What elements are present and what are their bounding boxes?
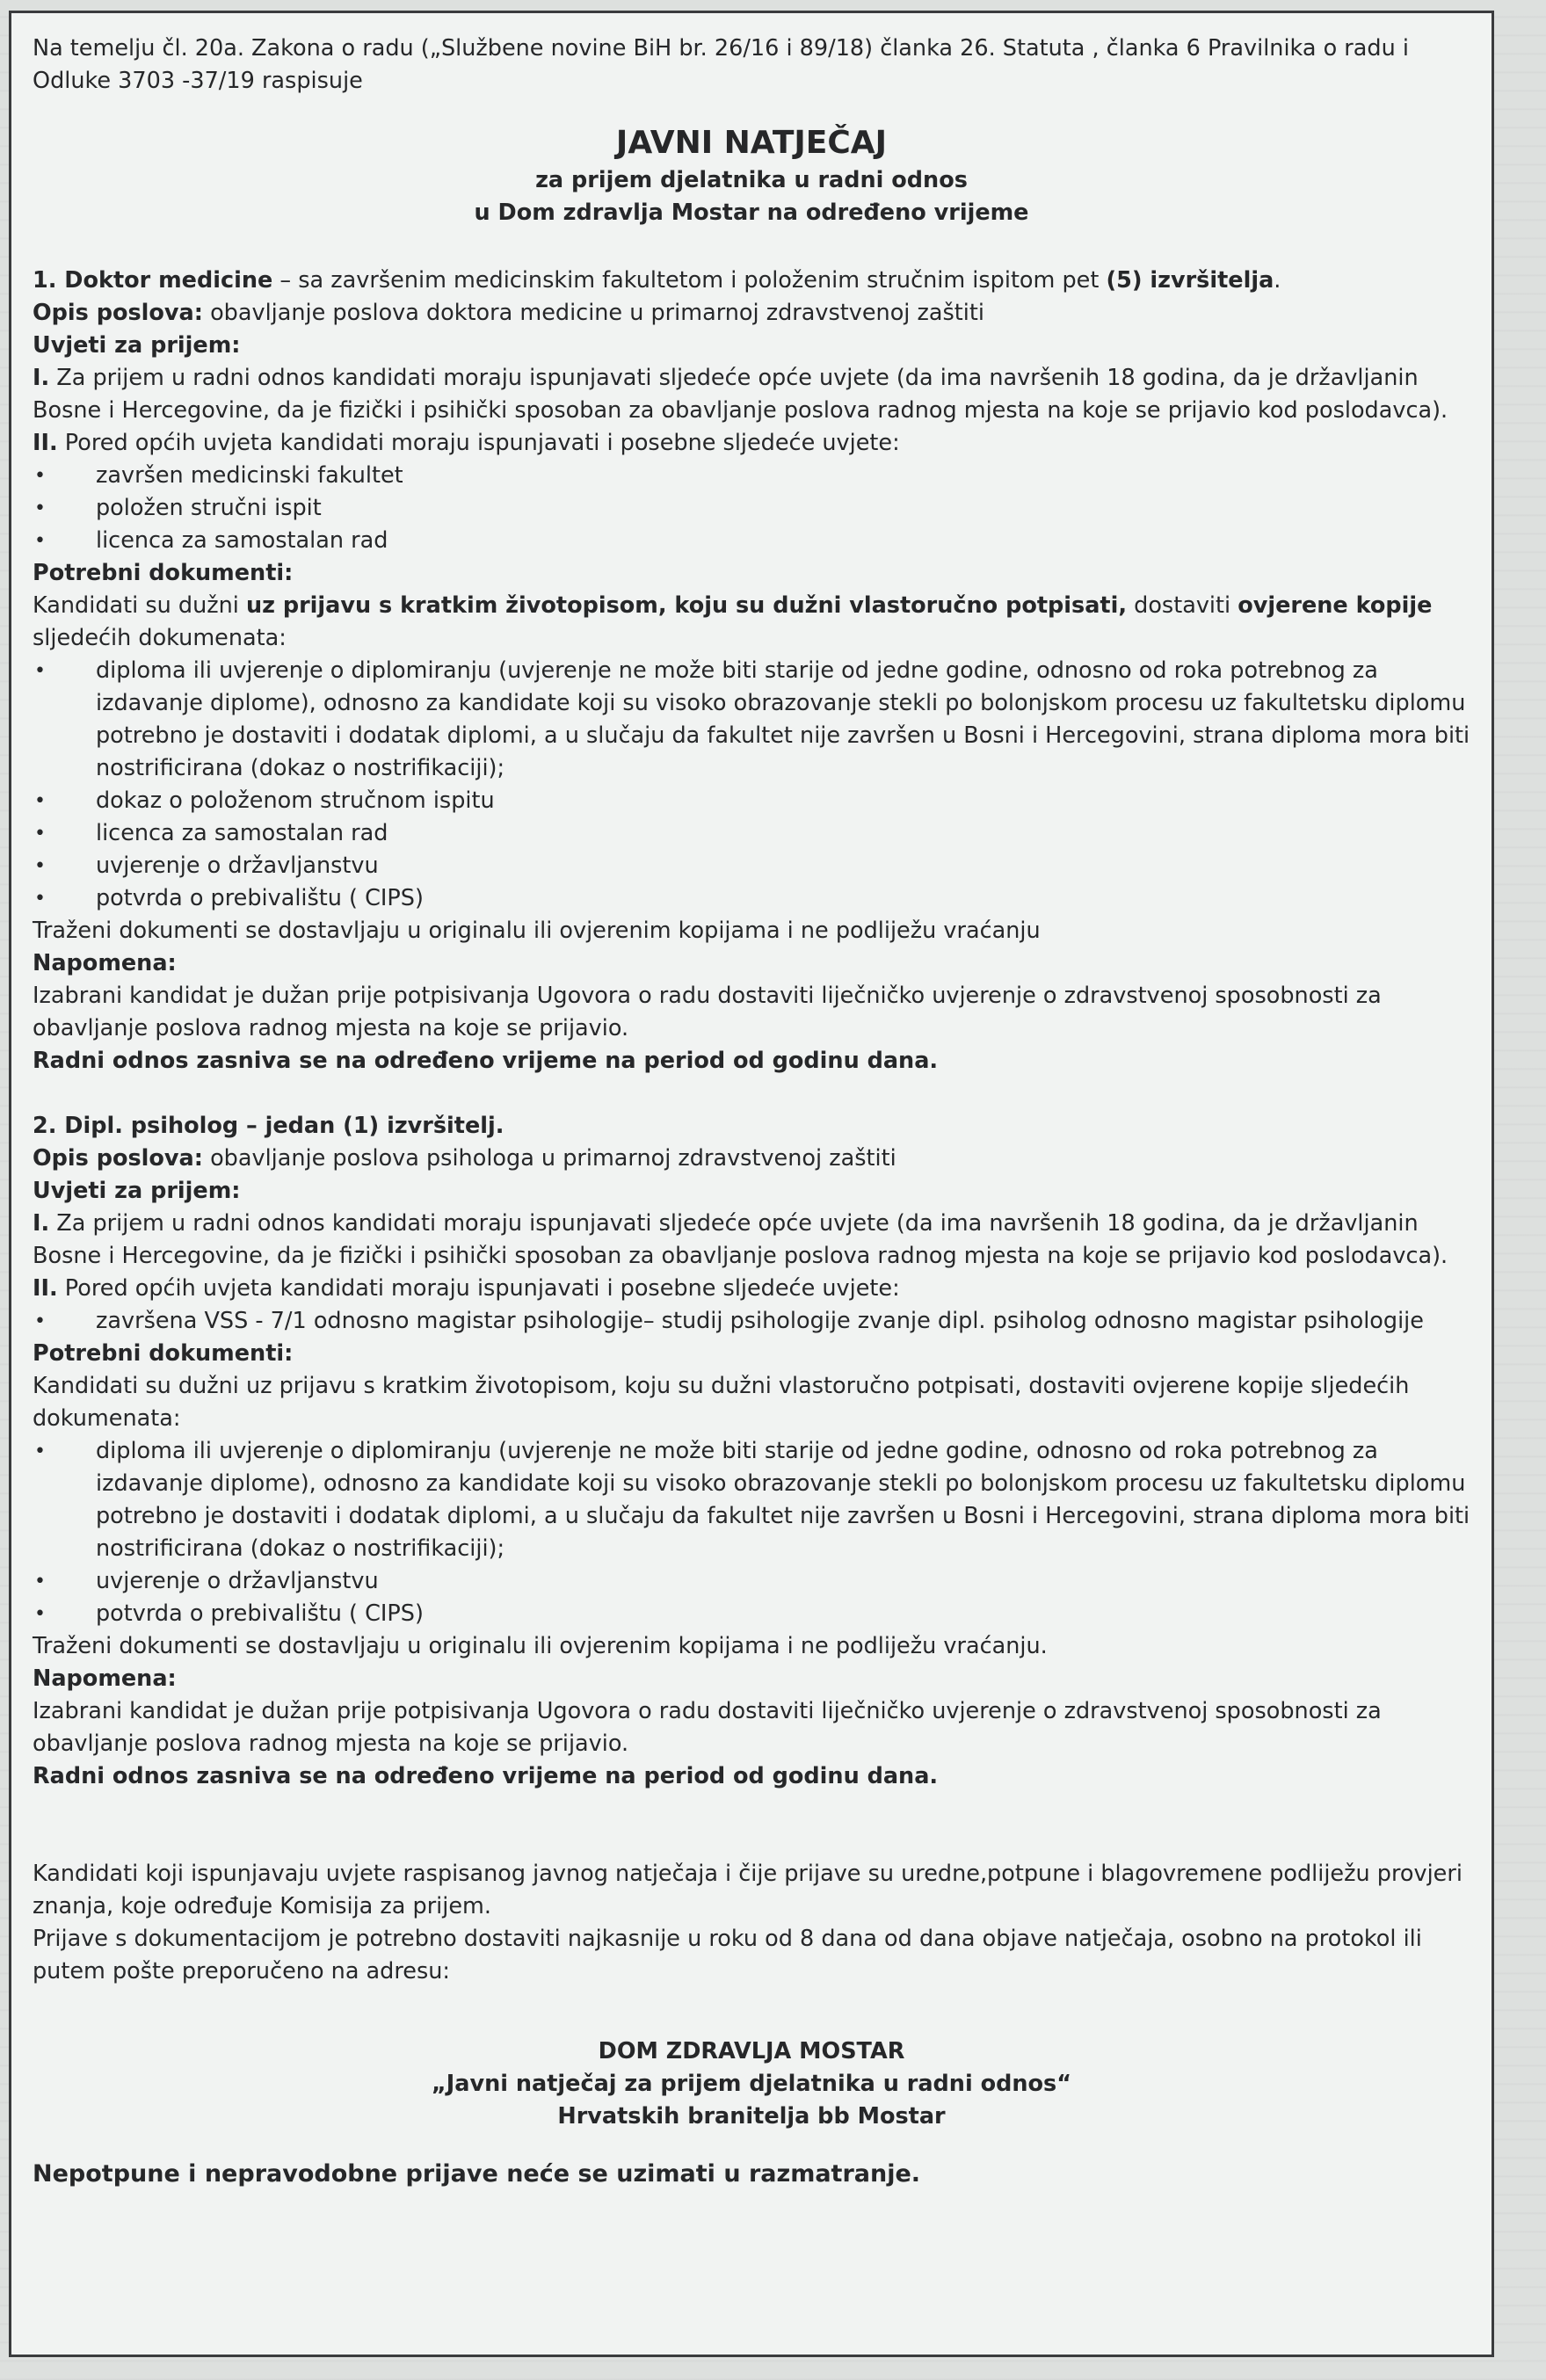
list-item: • završena VSS - 7/1 odnosno magistar psihologije– studij psihologije zvanje dipl. psiholog odnosno magistar psihologije [33,1305,1470,1338]
position-1-note-text: Izabrani kandidat je dužan prije potpisivanja Ugovora o radu dostaviti liječničko uvjerenje o zdravstvenoj sposobnosti za obavljanje poslova radnog mjesta na koje se prijavio. [33,983,1382,1041]
position-2-requirements-label: Uvjeti za prijem: [33,1178,241,1204]
position-2-title: 2. Dipl. psiholog – jedan (1) izvršitelj. [33,1113,504,1139]
position-2-duration: Radni odnos zasniva se na određeno vrijeme na period od godinu dana. [33,1763,939,1789]
final-note: Nepotpune i nepravodobne prijave neće se uzimati u razmatranje. [33,2160,921,2188]
position-1-documents-note: Traženi dokumenti se dostavljaju u originalu ili ovjerenim kopijama i ne podliježu vraćanju [33,918,1041,944]
position-2-special-requirements: II. Pored općih uvjeta kandidati moraju ispunjavati i posebne sljedeće uvjete: [33,1275,900,1302]
position-1-title: 1. Doktor medicine – sa završenim medicinskim fakultetom i položenim stručnim ispitom pet (5) izvršitelja. [33,267,1281,294]
list-item: • diploma ili uvjerenje o diplomiranju (uvjerenje ne može biti starije od jedne godine, odnosno od roka potrebnog za izdavanje diplome), odnosno za kandidate koji su visoko obrazovanje stekli po bolonjskom procesu uz fakultetsku diplomu potrebno je dostaviti i dodatak diplomi, a u slučaju da fakultet nije završen u Bosni i Hercegovini, strana diploma mora biti nostrificirana (dokaz o nostrifikaciji); [33,655,1470,785]
intro-paragraph: Na temelju čl. 20a. Zakona o radu („Službene novine BiH br. 26/16 i 89/18) članka 26. Statuta , članka 6 Pravilnika o radu i Odluke 3703 -37/19 raspisuje [33,35,1409,94]
position-2-general-requirements: I. Za prijem u radni odnos kandidati moraju ispunjavati sljedeće opće uvjete (da ima navršenih 18 godina, da je državljanin Bosne i Hercegovine, da je fizički i psihički sposoban za obavljanje poslova radnog mjesta na koje se prijavio kod poslodavca). [33,1210,1448,1269]
position-1-requirements-label: Uvjeti za prijem: [33,332,241,359]
job-notice [9,11,1494,2357]
position-2-documents-note: Traženi dokumenti se dostavljaju u originalu ili ovjerenim kopijama i ne podliježu vraćanju. [33,1633,1048,1659]
notice-title: JAVNI NATJEČAJ [615,125,888,161]
position-2 [33,1110,1470,1793]
position-2-note-label: Napomena: [33,1665,177,1692]
position-1 [33,265,1470,1078]
list-item: • uvjerenje o državljanstvu [33,850,1470,882]
position-1-duration: Radni odnos zasniva se na određeno vrijeme na period od godinu dana. [33,1048,939,1074]
address-line-1: DOM ZDRAVLJA MOSTAR [598,2038,905,2064]
notice-subtitle-1: za prijem djelatnika u radni odnos [535,167,968,193]
list-item: • potvrda o prebivalištu ( CIPS) [33,882,1470,915]
position-2-note-text: Izabrani kandidat je dužan prije potpisivanja Ugovora o radu dostaviti liječničko uvjerenje o zdravstvenoj sposobnosti za obavljanje poslova radnog mjesta na koje se prijavio. [33,1698,1382,1757]
list-item: • završen medicinski fakultet [33,460,1470,492]
list-item: • licenca za samostalan rad [33,817,1470,850]
position-1-special-requirements: II. Pored općih uvjeta kandidati moraju ispunjavati i posebne sljedeće uvjete: [33,430,900,456]
list-item: • položen stručni ispit [33,492,1470,525]
list-item: • licenca za samostalan rad [33,525,1470,557]
position-2-documents-label: Potrebni dokumenti: [33,1340,294,1367]
closing-paragraph-1: Kandidati koji ispunjavaju uvjete raspisanog javnog natječaja i čije prijave su uredne,potpune i blagovremene podliježu provjeri znanja, koje određuje Komisija za prijem. [33,1861,1463,1919]
list-item: • potvrda o prebivalištu ( CIPS) [33,1598,1470,1630]
position-2-documents-list [33,1435,1470,1630]
closing-paragraph-2: Prijave s dokumentacijom je potrebno dostaviti najkasnije u roku od 8 dana od dana objave natječaja, osobno na protokol ili putem pošte preporučeno na adresu: [33,1926,1422,1985]
position-1-general-requirements: I. Za prijem u radni odnos kandidati moraju ispunjavati sljedeće opće uvjete (da ima navršenih 18 godina, da je državljanin Bosne i Hercegovine, da je fizički i psihički sposoban za obavljanje poslova radnog mjesta na koje se prijavio kod poslodavca). [33,365,1448,424]
position-2-special-list [33,1305,1470,1338]
notice-heading [33,122,1470,229]
address-block [33,2035,1470,2133]
position-1-description: Opis poslova: obavljanje poslova doktora medicine u primarnoj zdravstvenoj zaštiti [33,300,984,326]
closing-section [33,1858,1470,1988]
list-item: • dokaz o položenom stručnom ispitu [33,785,1470,817]
notice-subtitle-2: u Dom zdravlja Mostar na određeno vrijeme [474,200,1029,226]
position-1-note-label: Napomena: [33,950,177,976]
position-2-description: Opis poslova: obavljanje poslova psihologa u primarnoj zdravstvenoj zaštiti [33,1145,896,1172]
position-1-documents-label: Potrebni dokumenti: [33,560,294,586]
position-1-documents-list [33,655,1470,915]
position-2-documents-intro: Kandidati su dužni uz prijavu s kratkim životopisom, koju su dužni vlastoručno potpisati, dostaviti ovjerene kopije sljedećih dokumenata: [33,1373,1410,1432]
list-item: • diploma ili uvjerenje o diplomiranju (uvjerenje ne može biti starije od jedne godine, odnosno od roka potrebnog za izdavanje diplome), odnosno za kandidate koji su visoko obrazovanje stekli po bolonjskom procesu uz fakultetsku diplomu potrebno je dostaviti i dodatak diplomi, a u slučaju da fakultet nije završen u Bosni i Hercegovini, strana diploma mora biti nostrificirana (dokaz o nostrifikaciji); [33,1435,1470,1565]
list-item: • uvjerenje o državljanstvu [33,1565,1470,1598]
address-line-3: Hrvatskih branitelja bb Mostar [557,2103,946,2130]
address-line-2: „Javni natječaj za prijem djelatnika u radni odnos“ [432,2071,1071,2097]
position-1-special-list [33,460,1470,557]
position-1-documents-intro: Kandidati su dužni uz prijavu s kratkim životopisom, koju su dužni vlastoručno potpisati, dostaviti ovjerene kopije sljedećih dokumenata: [33,592,1433,651]
